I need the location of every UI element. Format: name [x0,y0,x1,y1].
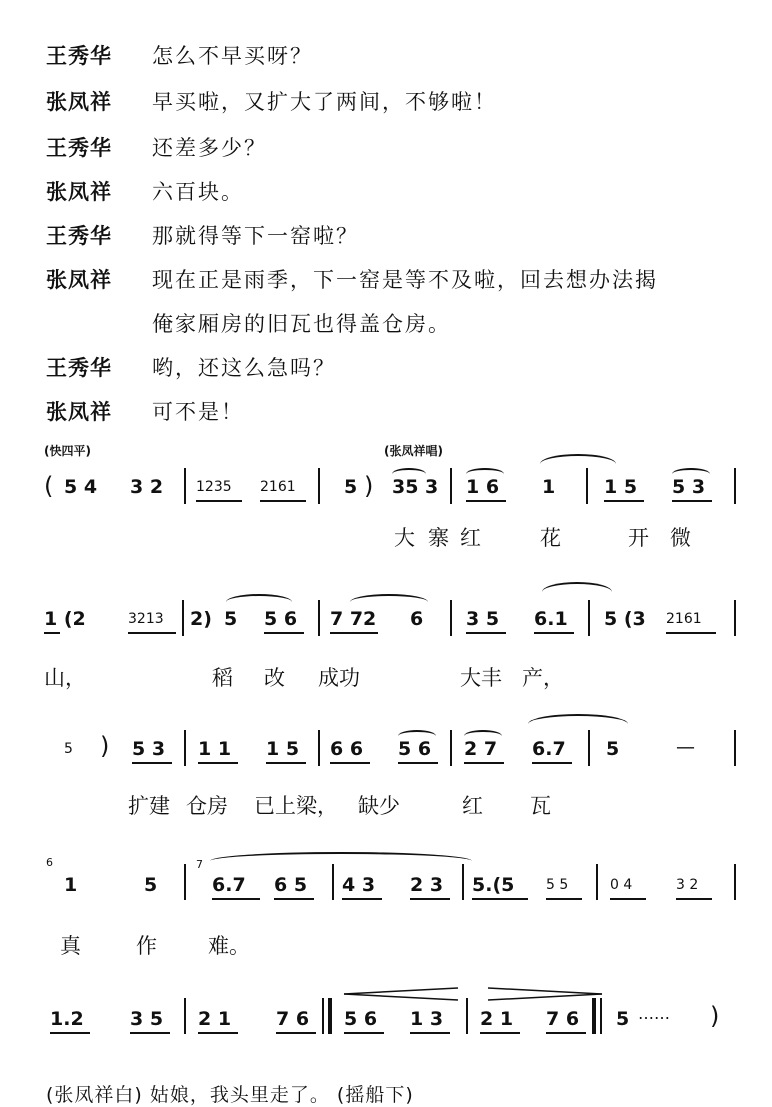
dialogue-text: 可不是！ [152,400,244,424]
note: 1235 [196,479,232,495]
underline [198,762,238,764]
note: 1 5 [604,476,638,498]
note: 2 1 [480,1008,514,1030]
underline [480,1032,520,1034]
slur [466,468,504,480]
note: 6 6 [330,738,364,760]
underline [410,898,450,900]
dialogue-text: 还差多少？ [152,136,267,160]
slur [528,714,628,734]
underline [532,762,572,764]
note: 2161 [666,611,702,627]
underline [464,762,504,764]
barline [318,600,320,636]
underline [534,632,574,634]
lyric: 真 [60,934,81,958]
dialogue-line [0,40,772,80]
lyric: 山， [44,666,86,690]
underline [260,500,306,502]
note: 6.7 [212,874,246,896]
note: 3213 [128,611,164,627]
staff-5 [0,986,772,1056]
underline [50,1032,90,1034]
note: 2 3 [410,874,444,896]
barline [588,730,590,766]
note: ( [44,472,54,500]
underline [342,898,382,900]
underline [610,898,646,900]
dialogue-text: 六百块。 [152,180,244,204]
barline [462,864,464,900]
speaker-name: 张凤祥 [46,90,112,114]
speaker-name: 王秀华 [46,356,112,380]
underline [472,898,528,900]
note: 5 3 [672,476,706,498]
note: 1 (2 [44,608,86,630]
underline [398,762,438,764]
underline [276,1032,316,1034]
staff-3 [0,724,772,820]
grace-note: 7 [196,858,203,871]
lyric: 大 [394,526,415,550]
note: 7 6 [276,1008,310,1030]
note: 2161 [260,479,296,495]
lyric: 瓦 [530,794,551,818]
underline [132,762,172,764]
barline [734,600,736,636]
stage-direction: (张凤祥白) 姑娘，我头里走了。 (摇船下) [46,1084,414,1106]
note: 5 [144,874,158,896]
barline [596,864,598,900]
note: 5 6 [264,608,298,630]
slur [210,852,472,870]
note: 6 5 [274,874,308,896]
underline [672,500,712,502]
underline [274,898,314,900]
lyric: 仓房 [186,794,228,818]
lyric: 红 [460,526,481,550]
lyric: 寨 [428,526,449,550]
underline [264,632,304,634]
note: …… [638,1004,670,1023]
underline [128,632,176,634]
slur [464,730,502,742]
barline [450,600,452,636]
lyric: 微 [670,526,691,550]
dialogue-line [0,132,772,172]
underline [546,1032,586,1034]
note: 1 3 [410,1008,444,1030]
note: 0 4 [610,877,633,893]
note: 1 [64,874,78,896]
note: 6.1 [534,608,568,630]
lyric: 作 [136,934,157,958]
lyric: 大丰 [460,666,502,690]
decrescendo-mark [486,986,604,1002]
dialogue-text: 那就得等下一窑啦？ [152,224,359,248]
barline [450,730,452,766]
lyric: 产， [522,666,564,690]
barline [734,864,736,900]
note: 1 [542,476,556,498]
barline [184,730,186,766]
repeat-start [328,998,332,1034]
note: 5 (3 [604,608,646,630]
underline [212,898,260,900]
note: 3 2 [130,476,164,498]
note: 1 1 [198,738,232,760]
staff-1 [0,462,772,558]
repeat-end [592,998,596,1034]
speaker-name: 王秀华 [46,224,112,248]
underline [266,762,306,764]
note: 6 [410,608,424,630]
underline [410,1032,450,1034]
note: 5 [606,738,620,760]
speaker-name: 张凤祥 [46,400,112,424]
lyric: 难。 [208,934,250,958]
barline [586,468,588,504]
speaker-name: 王秀华 [46,44,112,68]
grace-note: 6 [46,856,53,869]
dialogue-text: 怎么不早买呀？ [152,44,313,68]
dialogue-continuation: 俺家厢房的旧瓦也得盖仓房。 [152,312,451,336]
note: 3 2 [676,877,699,893]
note: ) [100,732,110,760]
underline [44,632,60,634]
speaker-name: 王秀华 [46,136,112,160]
lyric: 缺少 [358,794,400,818]
lyric: 已上梁， [254,794,338,818]
barline [184,468,186,504]
lyric: 稻 [212,666,233,690]
note: 7 6 [546,1008,580,1030]
note: 5 [64,741,73,757]
underline [330,762,370,764]
note: 3 5 [466,608,500,630]
note: 5 [224,608,238,630]
note: 5.(5 [472,874,515,896]
barline [318,730,320,766]
dialogue-line [0,220,772,260]
repeat-end [600,998,602,1034]
barline [182,600,184,636]
note: 1.2 [50,1008,84,1030]
lyric: 扩建 [128,794,170,818]
slur [392,468,426,480]
note: — [676,736,695,758]
note: 1 6 [466,476,500,498]
note: 5 3 [132,738,166,760]
note: 5 [344,476,358,498]
slur [672,468,710,480]
note: 2 1 [198,1008,232,1030]
barline [450,468,452,504]
lyric: 红 [462,794,483,818]
underline [130,1032,170,1034]
note: 5 4 [64,476,98,498]
barline [184,864,186,900]
tempo-label: (快四平) [44,444,91,458]
staff-4 [0,850,772,960]
underline [666,632,716,634]
note: ) [364,472,374,500]
note: 3 5 [130,1008,164,1030]
underline [196,500,242,502]
underline [466,500,506,502]
barline [466,998,468,1034]
note: 2) [190,608,212,630]
note: 5 [616,1008,630,1030]
underline [604,500,644,502]
barline [184,998,186,1034]
dialogue-text: 哟，还这么急吗？ [152,356,336,380]
note: ) [710,1002,720,1030]
barline [588,600,590,636]
slur [398,730,436,742]
barline [332,864,334,900]
barline [734,468,736,504]
lyric: 成功 [318,666,360,690]
repeat-start [322,998,324,1034]
underline [330,632,378,634]
barline [318,468,320,504]
note: 7 72 [330,608,377,630]
speaker-name: 张凤祥 [46,180,112,204]
slur [542,582,612,602]
underline [676,898,712,900]
note: 2 7 [464,738,498,760]
dialogue-line [0,176,772,216]
lyric: 花 [540,526,561,550]
slur [540,454,616,474]
note: 35 3 [392,476,439,498]
underline [198,1032,238,1034]
speaker-name: 张凤祥 [46,268,112,292]
dialogue-text: 现在正是雨季，下一窑是等不及啦，回去想办法揭 [152,268,658,292]
staff-2 [0,594,772,694]
underline [466,632,506,634]
lyric: 开 [628,526,649,550]
dialogue-line [0,86,772,126]
lyric: 改 [264,666,285,690]
barline [734,730,736,766]
crescendo-mark [340,986,460,1002]
note: 6.7 [532,738,566,760]
note: 4 3 [342,874,376,896]
note: 5 6 [398,738,432,760]
dialogue-line [0,352,772,392]
note: 5 6 [344,1008,378,1030]
underline [546,898,582,900]
dialogue-line [0,264,772,348]
dialogue-text: 早买啦，又扩大了两间，不够啦！ [152,90,497,114]
singer-label: (张凤祥唱) [384,444,443,458]
dialogue-line [0,396,772,436]
underline [344,1032,384,1034]
note: 5 5 [546,877,569,893]
note: 1 5 [266,738,300,760]
